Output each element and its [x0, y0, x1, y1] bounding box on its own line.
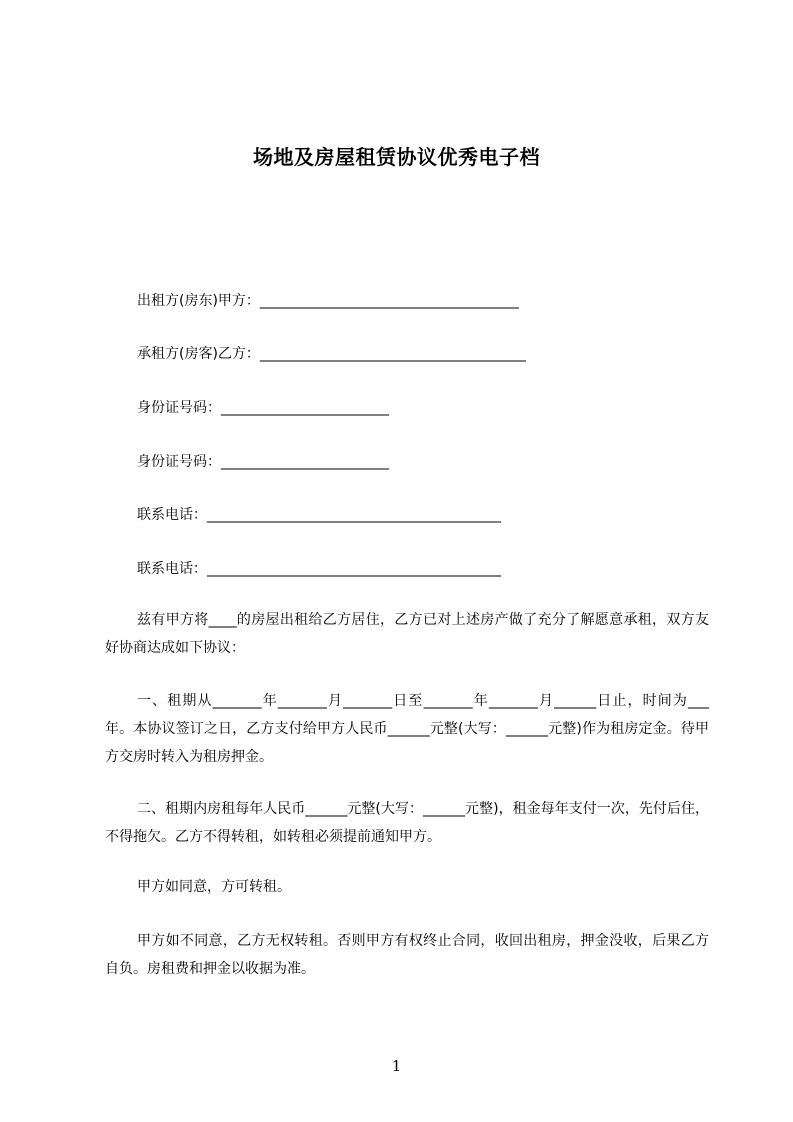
tenant-id-number-field: 身份证号码：________________________ — [137, 454, 389, 470]
document-title: 场地及房屋租赁协议优秀电子档 — [253, 145, 540, 169]
page-number: 1 — [391, 1057, 402, 1075]
clause-2-paragraph: 二、租期内房租每年人民币______元整(大写：______元整)，租金每年支付一次，先付后住，不得拖欠。乙方不得转租，如转租必须提前通知甲方。 — [105, 801, 709, 845]
landlord-phone-field: 联系电话：__________________________________________ — [137, 507, 501, 523]
intro-paragraph: 兹有甲方将____的房屋出租给乙方居住，乙方已对上述房产做了充分了解愿意承租，双方友好协商达成如下协议： — [105, 612, 709, 656]
landlord-field: 出租方(房东)甲方：_____________________________________ — [137, 293, 519, 309]
refusal-paragraph: 甲方如不同意，乙方无权转租。否则甲方有权终止合同，收回出租房，押金没收，后果乙方自负。房租费和押金以收据为准。 — [105, 933, 709, 977]
clause-1-paragraph: 一、租期从_______年_______月_______日至_______年_______月______日止，时间为___年。本协议签订之日，乙方支付给甲方人民币______元整(大写：______元整)作为租房定金。待甲方交房时转入为租房押金。 — [105, 693, 709, 765]
tenant-phone-field: 联系电话：__________________________________________ — [137, 561, 501, 577]
tenant-field: 承租方(房客)乙方：______________________________________ — [137, 346, 526, 362]
consent-paragraph: 甲方如同意，方可转租。 — [137, 879, 291, 895]
landlord-id-number-field: 身份证号码：________________________ — [137, 400, 389, 416]
